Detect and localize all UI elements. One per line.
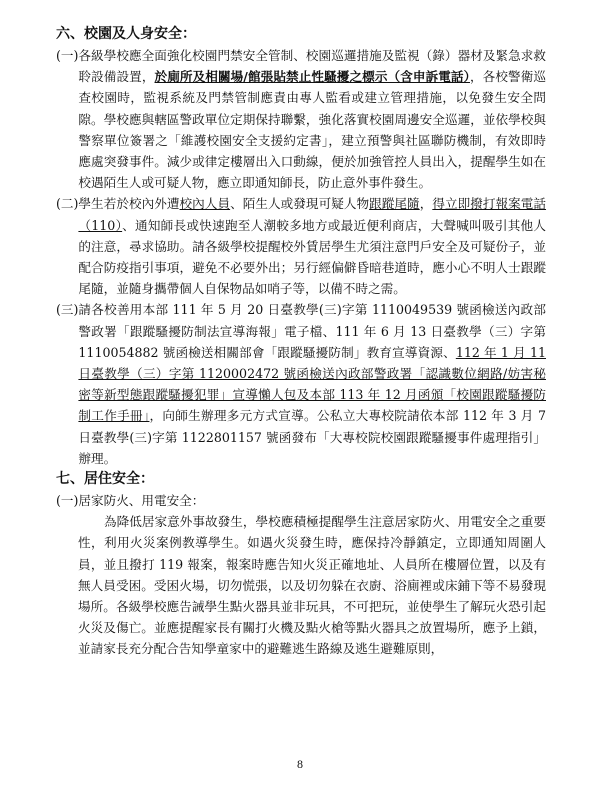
item-number: (二) [56,196,79,212]
item-text: 各級學校應全面強化校園門禁安全管制、校園巡邏措施及監視（錄）器材及緊急求救聆設備設置， [78,48,546,85]
underlined-text: 112 年 1 月 11 日臺教學（三）字第 1120002472 號函檢送內政部警政署「認識數位網路/妨害秘密等新型態跟蹤騷擾犯罪」宣導懶人包及本部 113 年 12 月函頒「校園跟蹤騷擾防制工作手冊」 [78,344,546,424]
item-number: (一) [56,48,79,63]
section-7-paragraph: 為降低居家意外事故發生，學校應積極提醒學生注意居家防火、用電安全之重要性，利用火災案例教導學生。如遇火災發生時，應保持冷靜鎮定，立即通知周圍人員，並且撥打 119 報案，報案時應告知火災正確地址、人員所在樓層位置，以及有無人員受困。受困火場，切勿慌張，以及切勿躲在衣廚、浴廁裡或床鋪下等不易發現場所。各級學校應告誡學生點火器具並非玩具，不可把玩，並使學生了解玩火恐引起火災及傷亡。並應提醒家長有關打火機及點火槍等點火器具之放置場所，應予上鎖，並請家長充分配合告知學童家中的避難逃生路線及逃生避難原則， [78,514,546,657]
item-number: (三) [56,302,79,318]
item-body [78,45,546,193]
page-content [56,24,546,660]
underlined-text: 校內人員 [179,196,231,212]
item-text: 請各校善用本部 111 年 5 月 20 日臺教學(三)字第 1110049539 號函檢送內政部警政署「跟蹤騷擾防制法宣導海報」電子檔、111 年 6 月 13 日臺教學（三）字第 1110054882 號函檢送相關部會「跟蹤騷擾防制」教育宣導資源、 [78,302,546,360]
section-6-heading: 六、校園及人身安全： [56,26,196,42]
underlined-text: 得立即撥打報案電話（110） [78,196,547,233]
item-text: 、陌生人或發現可疑人物 [230,196,370,212]
item-text: ，向師生辦理多元方式宣導。公私立大專校院請依本部 112 年 3 月 7 日臺教學(三)字第 1122801157 號函發布「大專校院校園跟蹤騷擾事件處理指引」辦理。 [78,408,546,466]
item-text: 、通知師長或快速跑至人潮較多地方或最近便利商店，大聲喊叫吸引其他人的注意，尋求協助。請各級學校提醒校外賃居學生尤須注意門戶安全及可疑份子，並配合防疫指引事項，避免不必要外出；另行經偏僻昏暗巷道時，應小心不明人士跟蹤尾隨，並隨身攜帶個人自保物品如哨子等，以備不時之需。 [78,217,546,297]
section-6-item-2 [56,193,546,299]
item-text: 學生若於校內外遭 [78,196,180,212]
item-text: ，各校警衛巡查校園時，監視系統及門禁管制應責由專人監看或建立管理措施，以免發生安全問隙。學校應與轄區警政單位定期保持聯繫，強化落實校園周邊安全巡邏，並依學校與警察單位簽署之「維護校園安全支援約定書」，建立預警與社區聯防機制，有效即時應處突發事件。減少或律定樓層出入口動線，便於加強管控人員出入，提醒學生如在校遇陌生人或可疑人物，應立即通知師長，防止意外事件發生。 [78,69,547,191]
emphasized-text: 於廁所及相關場/館張貼禁止性騷擾之標示（含申訴電話） [154,69,470,85]
section-7-subheading: (一)居家防火、用電安全： [56,493,205,509]
section-7-heading: 七、居住安全： [56,471,154,488]
item-text: ， [419,196,433,212]
item-body [78,299,546,469]
item-body [78,193,546,299]
page-number: 8 [297,757,303,771]
section-6-item-3 [56,299,546,469]
section-6-item-1 [56,45,546,193]
underlined-text: 跟蹤尾隨 [369,196,420,212]
